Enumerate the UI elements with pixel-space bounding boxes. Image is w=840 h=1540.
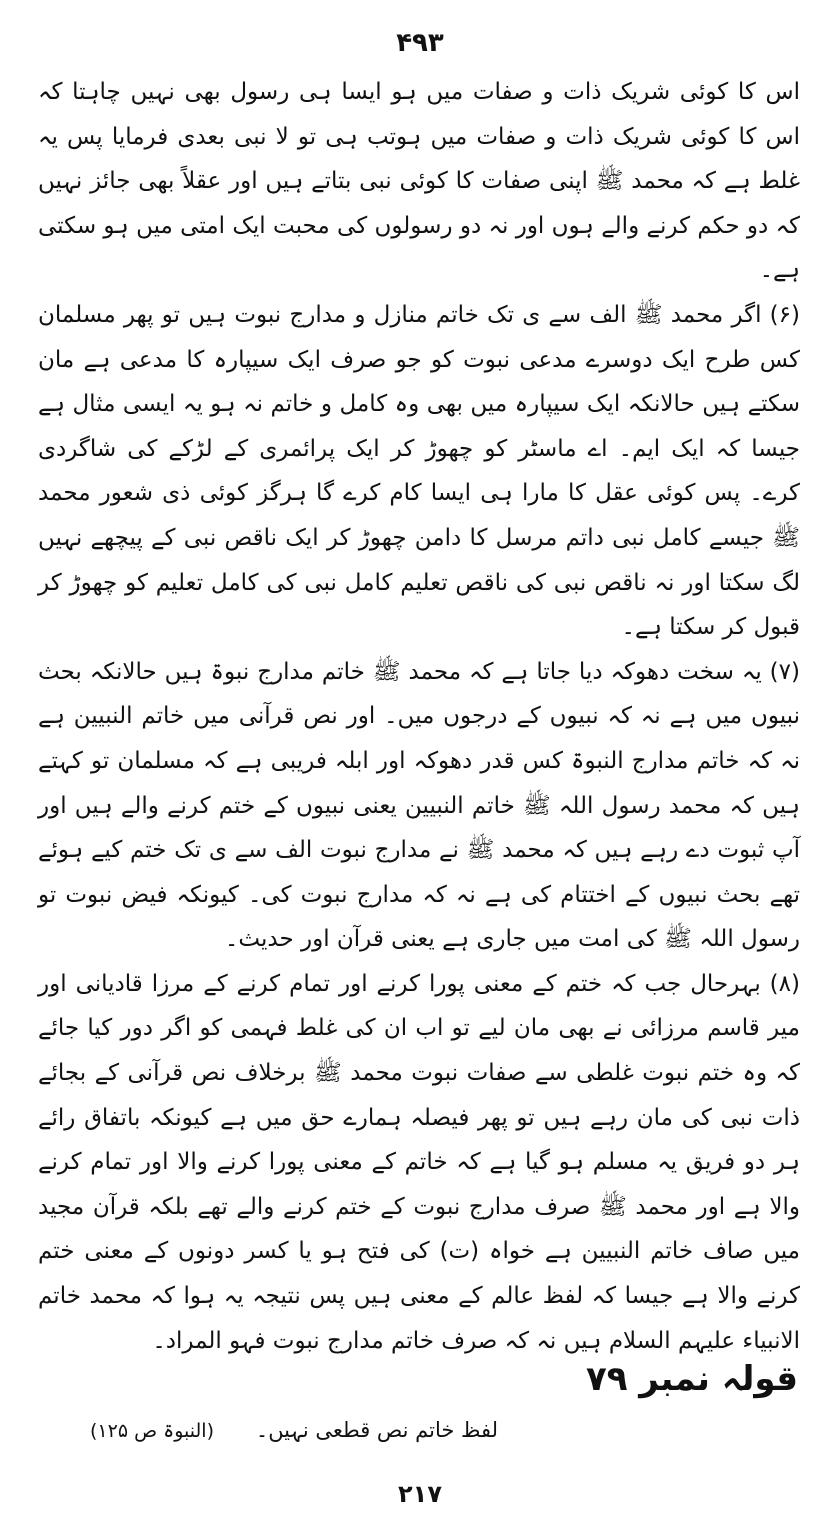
paragraph-8: (۸) بہرحال جب کہ ختم کے معنی پورا کرنے اور تمام کرنے کے مرزا قادیانی اور میر قاسم مرزائی نے بھی مان لیے تو اب ان کی غلط فہمی کو اگر دور کیا جائے کہ وہ ختم نبوت غلطی سے صفات نبوت محمد ﷺ برخلاف نص قرآنی کے بجائے ذات نبی کی مان رہے ہیں تو پھر فیصلہ ہمارے حق میں ہے کیونکہ باتفاق رائے ہر دو فریق یہ مسلم ہو گیا ہے کہ خاتم کے معنی پورا کرنے والا اور تمام کرنے والا ہے اور محمد ﷺ صرف مدارج نبوت کے ختم کرنے والے تھے بلکہ قرآن مجید میں صاف خاتم النبیین ہے خواہ (ت) کی فتح ہو یا کسر دونوں کے معنی ختم کرنے والا ہے جیسا کہ لفظ عالم کے معنی ہیں پس نتیجہ یہ ہوا کہ محمد خاتم الانبیاء علیہم السلام ہیں نہ کہ صرف خاتم مدارج نبوت فہو المراد۔ [38,970,800,1354]
quote-line [40,1418,798,1454]
section-heading: قولہ نمبر ۷۹ [585,1359,798,1399]
paragraph-continuation: اس کا کوئی شریک ذات و صفات میں ہو ایسا ہی رسول بھی نہیں چاہتا کہ اس کا کوئی شریک ذات و صفات میں ہوتب ہی تو لا نبی بعدی فرمایا پس یہ غلط ہے کہ محمد ﷺ اپنی صفات کا کوئی نبی بتاتے ہیں اور عقلاً بھی جائز نہیں کہ دو حکم کرنے والے ہوں اور نہ دو رسولوں کی محبت ایک امتی میں ہو سکتی ہے۔ [38,79,800,284]
quote-text: لفظ خاتم نص قطعی نہیں۔ [255,1418,498,1442]
paragraph-7: (۷) یہ سخت دھوکہ دیا جاتا ہے کہ محمد ﷺ خاتم مدارج نبوۃ ہیں حالانکہ بحث نبیوں میں ہے نہ کہ نبیوں کے درجوں میں۔ اور نص قرآنی میں خاتم النبیین ہے نہ کہ خاتم مدارج النبوۃ کس قدر دھوکہ اور ابلہ فریبی ہے کہ مسلمان تو کہتے ہیں کہ محمد رسول اللہ ﷺ خاتم النبیین یعنی نبیوں کے ختم کرنے والے ہیں اور آپ ثبوت دے رہے ہیں کہ محمد ﷺ نے مدارج نبوت الف سے ی تک ختم کیے ہوئے تھے بحث نبیوں کے اختتام کی ہے نہ کہ مدارج نبوت کی۔ کیونکہ فیض نبوت تو رسول اللہ ﷺ کی امت میں جاری ہے یعنی قرآن اور حدیث۔ [38,658,800,953]
bottom-page-number: ۲۱۷ [398,1480,442,1508]
top-page-number: ۴۹۳ [396,28,444,58]
quote-reference: (النبوۃ ص ۱۲۵) [90,1420,214,1442]
paragraph-6: (۶) اگر محمد ﷺ الف سے ی تک خاتم منازل و مدارج نبوت ہیں تو پھر مسلمان کس طرح ایک دوسرے مدعی نبوت کو جو صرف ایک سیپارہ کا مدعی ہے مان سکتے ہیں حالانکہ ایک سیپارہ میں بھی وہ کامل و خاتم نہ ہو یہ ایسی مثال ہے جیسا کہ ایک ایم۔ اے ماسٹر کو چھوڑ کر ایک پرائمری کے لڑکے کی شاگردی کرے۔ پس کوئی عقل کا مارا ہی ایسا کام کرے گا ہرگز کوئی ذی شعور محمد ﷺ جیسے کامل نبی داتم مرسل کا دامن چھوڑ کر ایک ناقص نبی کے پیچھے نہیں لگ سکتا اور نہ ناقص نبی کی ناقص تعلیم کامل نبی کی کامل تعلیم کو چھوڑ کر قبول کر سکتا ہے۔ [38,301,800,641]
body-text [38,70,800,1363]
